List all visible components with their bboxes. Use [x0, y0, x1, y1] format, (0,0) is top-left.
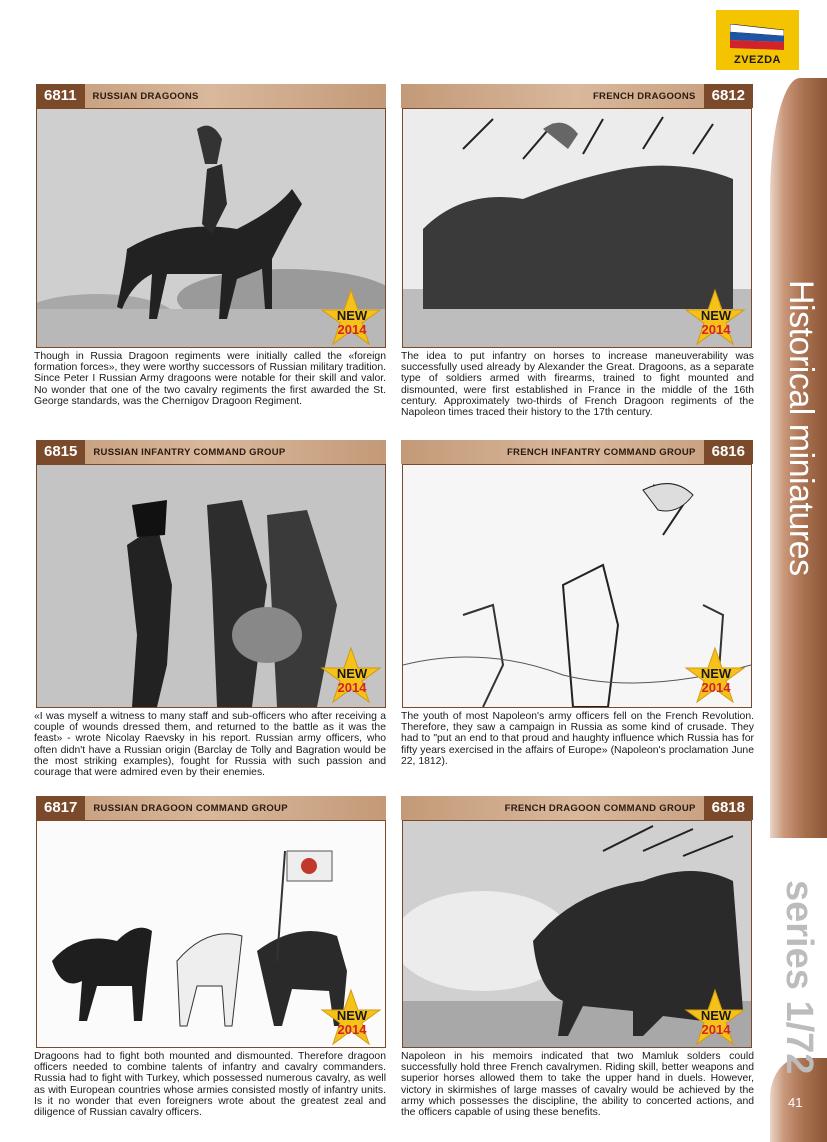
badge-new: NEW: [700, 1008, 732, 1023]
new-badge-icon: [676, 646, 754, 708]
badge-new: NEW: [336, 666, 368, 681]
zvezda-logo: [716, 10, 799, 70]
product-description: The idea to put infantry on horses to increase maneuverability was successfully used already by Alexander the Great. Dragoons, as a separate type of soldiers armed with firearms, trained to fight mounted and dismounted, were first established in France in the middle of the 16th century. Approximately two-thirds of French Dragoon regiments of the Napoleon times traced their history to the 17th century.: [401, 351, 754, 419]
card-header: [401, 796, 753, 820]
product-description: The youth of most Napoleon's army officers fell on the French Revolution. Therefore, they saw a campaign in Russia as some kind of crusade. They had to "put an end to that proud and haughty influence which Russia has for fifty years exercised in the affairs of Europe» (Napoleon's proclamation June 22, 1812).: [401, 711, 754, 767]
new-badge-icon: [676, 288, 754, 350]
new-badge-icon: [676, 988, 754, 1050]
badge-new: NEW: [336, 1008, 368, 1023]
badge-new: NEW: [700, 666, 732, 681]
product-title: RUSSIAN INFANTRY COMMAND GROUP: [93, 446, 286, 458]
product-description: Dragoons had to fight both mounted and dismounted. Therefore dragoon officers needed to combine talents of infantry and cavalry commanders. Russia had to fight with Turkey, which possessed numerous cavalry, as well as with European countries whose armies consisted mostly of infantry units. Is it no wonder that even foreigners wrote about the greatest zeal and diligence of Russian cavalry officers.: [34, 1051, 386, 1119]
card-header: [401, 440, 753, 464]
product-description: «I was myself a witness to many staff and sub-officers who after receiving a couple of wounds dressed them, and returned to the battle as it was the feast» - wrote Nicolay Raevsky in his report. Russian army officers, who often didn't have a Russian origin (Barclay de Tolly and Bagration would be the most striking examples), fought for Russia with such passion and courage that were admired even by their enemies.: [34, 711, 386, 779]
card-header: [401, 84, 753, 108]
badge-year: 2014: [337, 680, 367, 695]
product-title: RUSSIAN DRAGOON COMMAND GROUP: [93, 802, 288, 814]
product-title: FRENCH DRAGOON COMMAND GROUP: [504, 802, 696, 814]
section-title: Historical miniatures: [782, 280, 820, 576]
card-header: [36, 440, 386, 464]
product-code: 6816: [704, 440, 753, 464]
product-title: FRENCH INFANTRY COMMAND GROUP: [506, 446, 696, 458]
product-code: 6815: [36, 440, 85, 464]
badge-year: 2014: [701, 322, 731, 337]
brand-name: ZVEZDA: [734, 54, 781, 66]
flag-icon: [730, 24, 784, 50]
new-badge-icon: [312, 288, 390, 350]
product-code: 6818: [704, 796, 753, 820]
new-badge-icon: [312, 646, 390, 708]
product-title: FRENCH DRAGOONS: [592, 90, 696, 102]
product-code: 6811: [36, 84, 85, 108]
page-number: 41: [788, 1095, 803, 1110]
badge-new: NEW: [700, 308, 732, 323]
product-code: 6812: [704, 84, 753, 108]
product-code: 6817: [36, 796, 85, 820]
card-header: [36, 796, 386, 820]
badge-new: NEW: [336, 308, 368, 323]
product-description: Napoleon in his memoirs indicated that two Mamluk solders could successfully hold three French cavalrymen. Riding skill, better weapons and superior horses allowed them to take the upper hand in duels. However, victory in skirmishes of large masses of cavalry would be achieved by the army which possesses the discipline, the ability to concerted actions, and the officers capable of using these benefits.: [401, 1051, 754, 1119]
series-label: series 1/72: [778, 880, 820, 1075]
product-title: RUSSIAN DRAGOONS: [92, 90, 199, 102]
card-header: [36, 84, 386, 108]
product-description: Though in Russia Dragoon regiments were initially called the «foreign formation forces», they were worthy successors of Russian military tradition. Since Peter I Russian Army dragoons were notable for their skill and valor. No wonder that one of the two cavalry regiments the first awarded the St. George standards, was the Chernigov Dragoon Regiment.: [34, 351, 386, 407]
new-badge-icon: [312, 988, 390, 1050]
badge-year: 2014: [337, 1022, 367, 1037]
badge-year: 2014: [701, 680, 731, 695]
badge-year: 2014: [701, 1022, 731, 1037]
badge-year: 2014: [337, 322, 367, 337]
